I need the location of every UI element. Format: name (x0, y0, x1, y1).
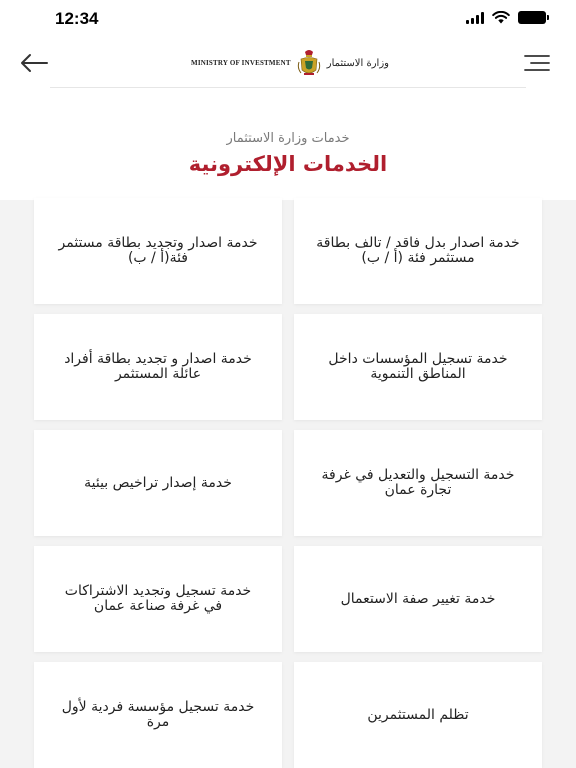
services-grid (34, 198, 542, 768)
service-card[interactable] (294, 430, 542, 536)
status-bar (0, 0, 576, 38)
status-icons (466, 11, 546, 24)
service-card-label: خدمة اصدار و تجديد بطاقة أفراد عائلة المستثمر (64, 351, 252, 382)
service-card-label: تظلم المستثمرين (367, 706, 469, 723)
service-card[interactable] (34, 546, 282, 652)
service-card[interactable] (34, 314, 282, 420)
back-arrow-icon[interactable] (18, 50, 50, 76)
logo-text-arabic: وزارة الاستثمار (326, 57, 389, 69)
ministry-logo (185, 47, 395, 79)
title-area (0, 88, 576, 200)
crest-icon (297, 48, 321, 78)
service-card[interactable] (294, 314, 542, 420)
cellular-signal-icon (466, 12, 484, 24)
app-header (0, 38, 576, 88)
service-card-label: خدمة تسجيل وتجديد الاشتراكات في غرفة صناعة عمان (64, 583, 252, 614)
service-card[interactable] (34, 662, 282, 768)
battery-icon (518, 11, 546, 24)
service-card[interactable] (294, 546, 542, 652)
service-card[interactable] (34, 430, 282, 536)
status-time: 12:34 (55, 9, 99, 28)
service-card-label: خدمة تغيير صفة الاستعمال (340, 590, 496, 607)
service-card[interactable] (34, 198, 282, 304)
menu-icon[interactable] (524, 52, 550, 74)
page-subtitle: خدمات وزارة الاستثمار (226, 131, 350, 146)
logo-text-english: MINISTRY OF INVESTMENT (191, 59, 291, 67)
service-card-label: خدمة اصدار وتجديد بطاقة مستثمر فئة(أ / ب) (58, 235, 258, 266)
service-card-label: خدمة تسجيل مؤسسة فردية لأول مرة (61, 699, 255, 730)
service-card[interactable] (294, 198, 542, 304)
service-card-label: خدمة إصدار تراخيص بيئية (84, 474, 232, 491)
service-card-label: خدمة تسجيل المؤسسات داخل المناطق التنموية (328, 351, 508, 382)
service-card[interactable] (294, 662, 542, 768)
service-card-label: خدمة التسجيل والتعديل في غرفة تجارة عمان (321, 467, 515, 498)
wifi-icon (492, 11, 510, 24)
page-title: الخدمات الإلكترونية (188, 152, 388, 176)
service-card-label: خدمة اصدار بدل فاقد / تالف بطاقة مستثمر فئة (أ / ب) (316, 235, 520, 266)
